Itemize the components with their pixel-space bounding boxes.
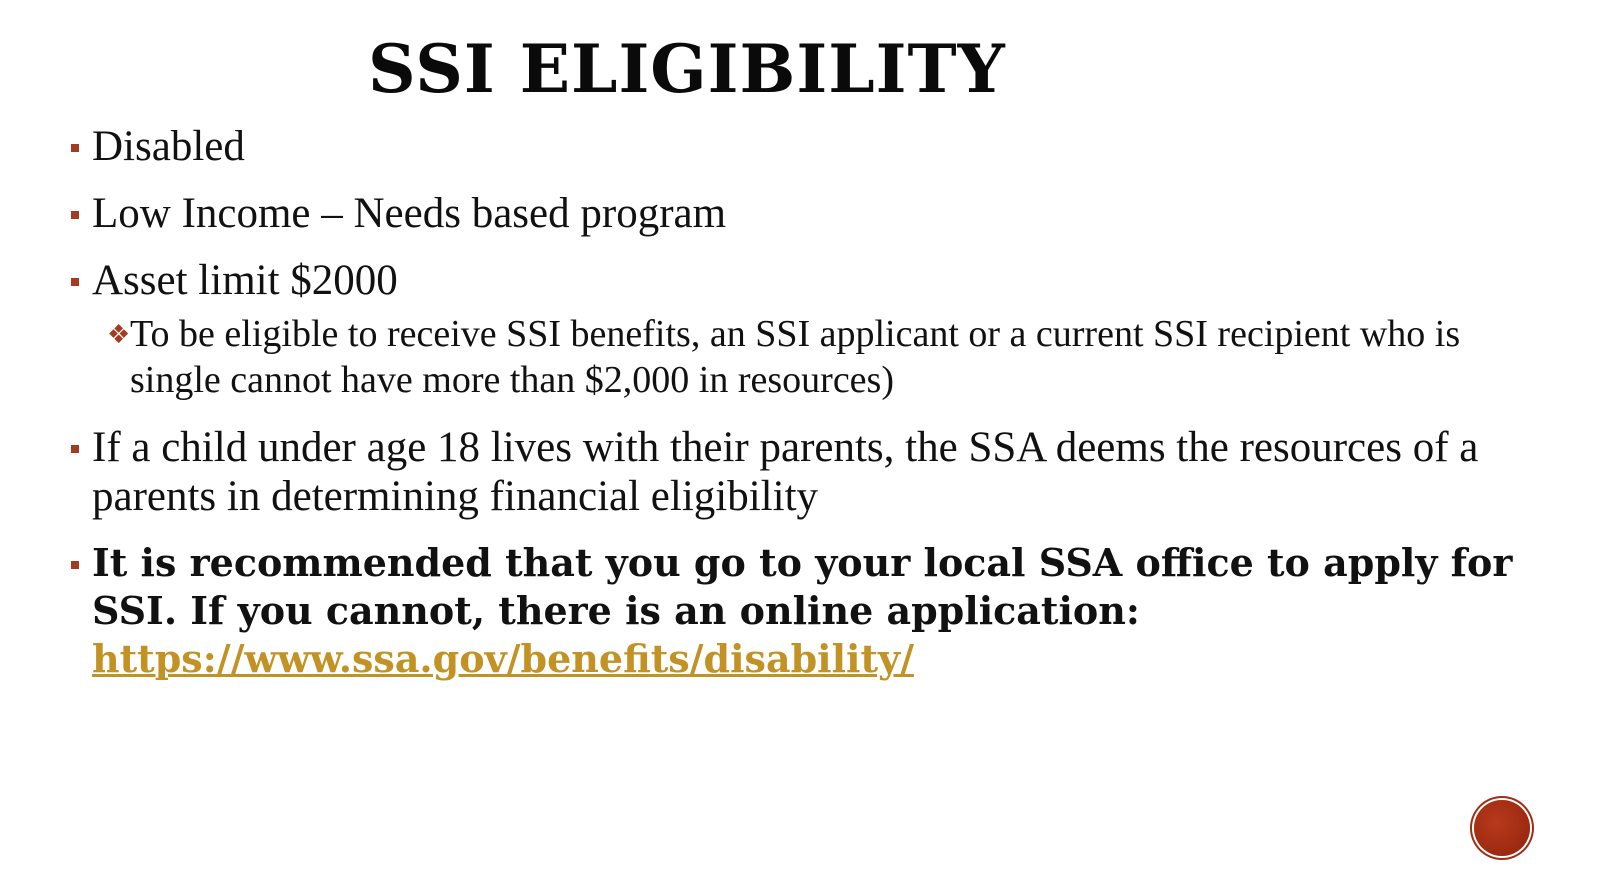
bullet-asset-limit — [70, 256, 1550, 305]
bullet-disabled — [70, 122, 1550, 171]
square-bullet-icon — [71, 445, 79, 453]
bullet-child — [70, 423, 1550, 521]
bullet-text: Low Income – Needs based program — [92, 190, 727, 237]
bullet-text: If a child under age 18 lives with their parents, the SSA deems the resources of a parents in determining financial eligibility — [92, 424, 1479, 520]
bullet-text: Asset limit $2000 — [92, 257, 398, 304]
ssa-disability-link[interactable]: https://www.ssa.gov/benefits/disability/ — [92, 636, 914, 681]
slide-title: SSI ELIGIBILITY — [368, 30, 1006, 108]
bullet-text: Disabled — [92, 123, 245, 170]
diamond-bullet-icon: ❖ — [107, 320, 131, 350]
bullet-text: It is recommended that you go to your local SSA office to apply for SSI. If you cannot, there is an online application: — [92, 540, 1513, 633]
bullet-recommendation — [70, 539, 1550, 683]
bullet-low-income — [70, 189, 1550, 238]
slide-number-badge-icon — [1474, 800, 1530, 856]
sub-bullet-text: To be eligible to receive SSI benefits, an SSI applicant or a current SSI recipient who is single cannot have more than $2,000 in resources) — [130, 313, 1461, 401]
square-bullet-icon — [71, 561, 79, 569]
sub-bullet-eligibility — [70, 311, 1550, 403]
square-bullet-icon — [71, 278, 79, 286]
square-bullet-icon — [71, 211, 79, 219]
slide-content — [70, 122, 1550, 683]
square-bullet-icon — [71, 144, 79, 152]
